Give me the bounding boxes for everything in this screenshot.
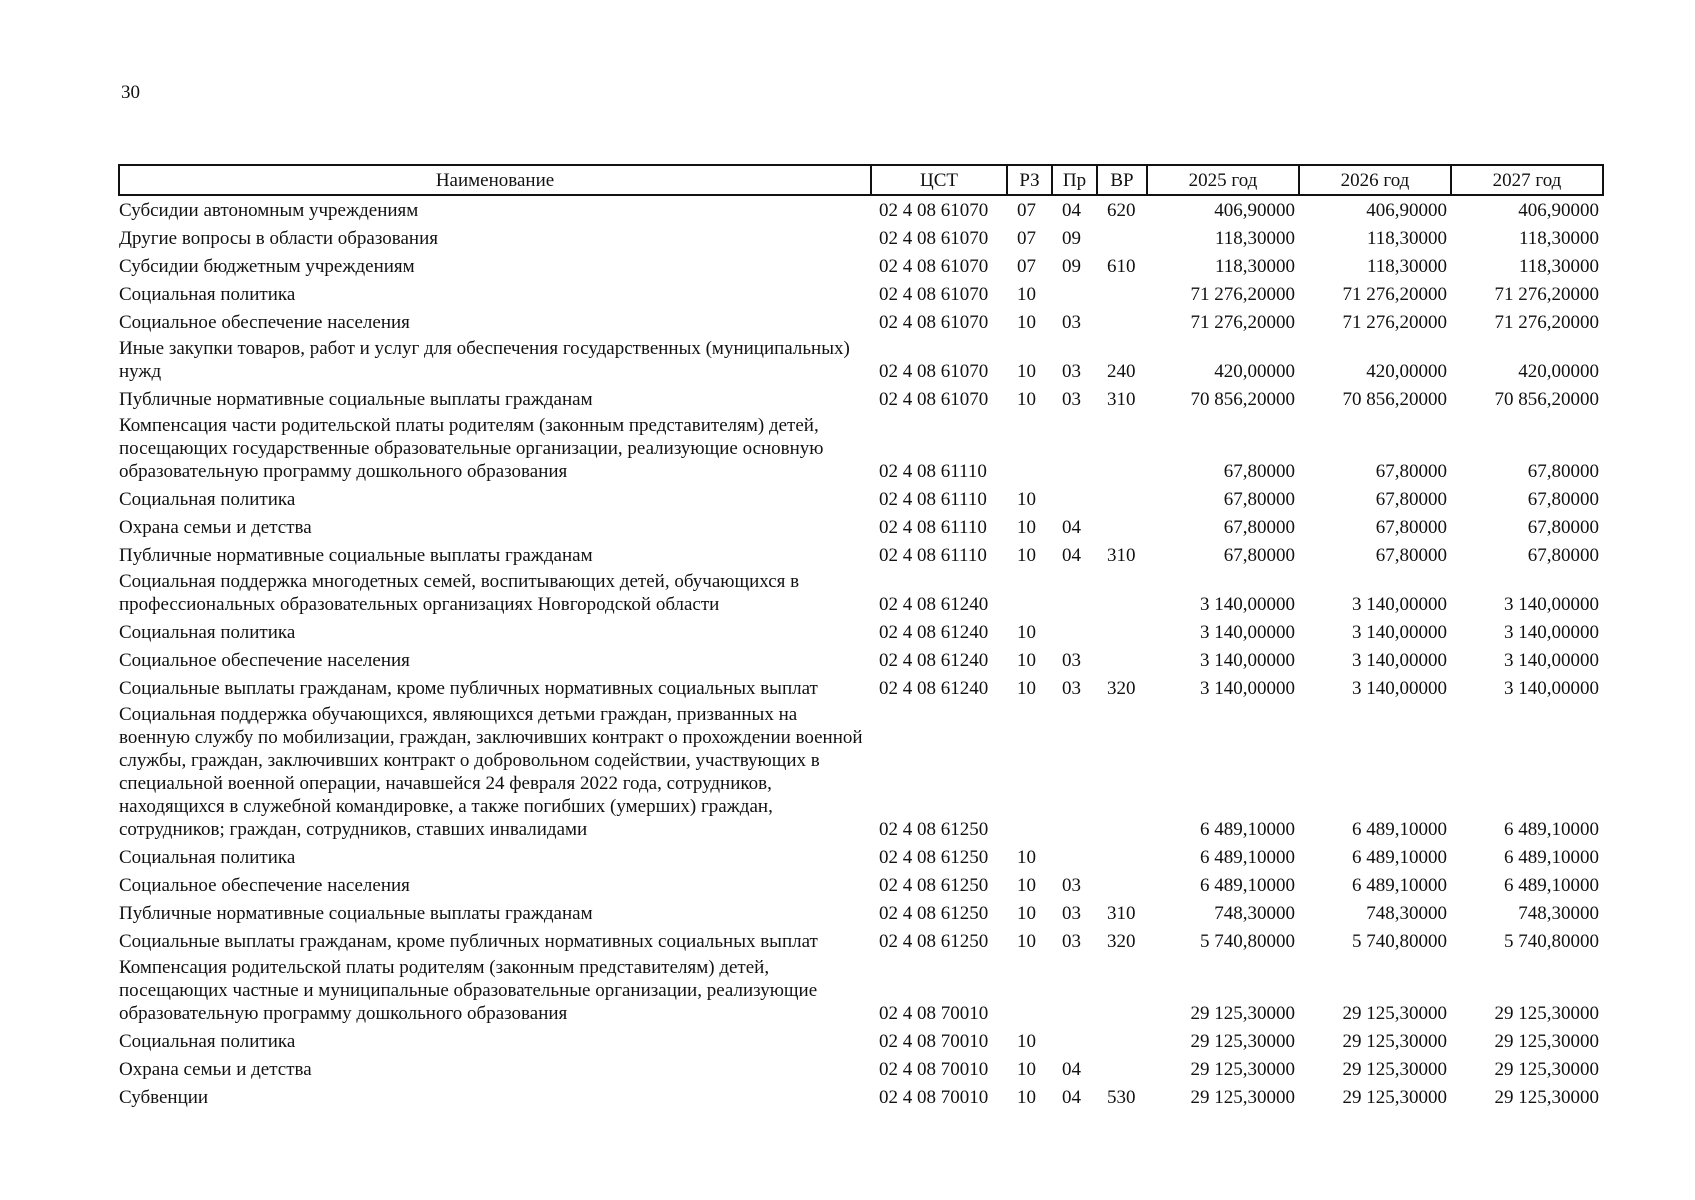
table-row xyxy=(119,1083,1603,1111)
cell-rz: 10 xyxy=(1017,875,1036,896)
cell-name: Публичные нормативные социальные выплаты гражданам xyxy=(119,389,593,410)
cell-2025: 748,30000 xyxy=(1214,903,1295,924)
cell-rz xyxy=(1007,569,1052,618)
cell-name: Публичные нормативные социальные выплаты гражданам xyxy=(119,903,593,924)
cell-2025: 406,90000 xyxy=(1214,200,1295,221)
cell-cst: 02 4 08 61110 xyxy=(879,489,987,510)
table-row xyxy=(119,513,1603,541)
cell-cst: 02 4 08 61070 xyxy=(879,284,989,305)
cell-2026: 3 140,00000 xyxy=(1352,594,1447,615)
table-body xyxy=(119,195,1603,1111)
cell-cst: 02 4 08 61250 xyxy=(879,847,989,868)
table-row xyxy=(119,541,1603,569)
cell-vr: 530 xyxy=(1107,1087,1136,1108)
cell-2025: 3 140,00000 xyxy=(1200,678,1295,699)
cell-name: Публичные нормативные социальные выплаты гражданам xyxy=(119,545,593,566)
cell-2025: 3 140,00000 xyxy=(1200,650,1295,671)
cell-2025: 5 740,80000 xyxy=(1200,931,1295,952)
table-row xyxy=(119,485,1603,513)
cell-2026: 29 125,30000 xyxy=(1342,1031,1447,1052)
cell-cst: 02 4 08 61070 xyxy=(879,361,989,382)
cell-pr xyxy=(1052,569,1097,618)
cell-2027: 29 125,30000 xyxy=(1494,1003,1599,1024)
cell-2027: 748,30000 xyxy=(1518,903,1599,924)
cell-name: Охрана семьи и детства xyxy=(119,517,312,538)
table-row xyxy=(119,955,1603,1027)
cell-name: Субсидии автономным учреждениям xyxy=(119,200,419,221)
cell-pr: 03 xyxy=(1062,875,1081,896)
cell-rz: 10 xyxy=(1017,1059,1036,1080)
cell-2027: 118,30000 xyxy=(1518,228,1599,249)
cell-pr xyxy=(1052,1027,1097,1055)
cell-rz: 10 xyxy=(1017,847,1036,868)
cell-vr xyxy=(1097,702,1147,843)
cell-2026: 420,00000 xyxy=(1366,361,1447,382)
cell-2025: 3 140,00000 xyxy=(1200,594,1295,615)
cell-2025: 29 125,30000 xyxy=(1190,1087,1295,1108)
cell-vr: 320 xyxy=(1107,931,1136,952)
cell-cst: 02 4 08 61250 xyxy=(879,903,989,924)
cell-2025: 67,80000 xyxy=(1223,489,1295,510)
cell-pr xyxy=(1052,485,1097,513)
cell-2027: 6 489,10000 xyxy=(1504,847,1599,868)
cell-2026: 6 489,10000 xyxy=(1352,819,1447,840)
cell-2026: 3 140,00000 xyxy=(1352,678,1447,699)
cell-cst: 02 4 08 61240 xyxy=(879,650,989,671)
cell-vr: 320 xyxy=(1107,678,1136,699)
cell-vr xyxy=(1097,280,1147,308)
table-row xyxy=(119,308,1603,336)
cell-cst: 02 4 08 61240 xyxy=(879,594,989,615)
cell-vr xyxy=(1097,955,1147,1027)
cell-rz: 10 xyxy=(1017,678,1036,699)
cell-vr: 310 xyxy=(1107,903,1136,924)
cell-vr xyxy=(1097,485,1147,513)
cell-2025: 29 125,30000 xyxy=(1190,1059,1295,1080)
cell-2026: 67,80000 xyxy=(1375,489,1447,510)
cell-2026: 70 856,20000 xyxy=(1342,389,1447,410)
cell-rz xyxy=(1007,413,1052,485)
cell-2027: 29 125,30000 xyxy=(1494,1059,1599,1080)
cell-2027: 6 489,10000 xyxy=(1504,875,1599,896)
cell-2027: 67,80000 xyxy=(1527,545,1599,566)
cell-vr xyxy=(1097,1027,1147,1055)
cell-name: Социальное обеспечение населения xyxy=(119,312,410,333)
cell-name: Социальные выплаты гражданам, кроме публичных нормативных социальных выплат xyxy=(119,678,818,699)
cell-rz: 10 xyxy=(1017,489,1036,510)
cell-2027: 29 125,30000 xyxy=(1494,1031,1599,1052)
cell-2025: 118,30000 xyxy=(1214,228,1295,249)
cell-name: Социальная политика xyxy=(119,1031,296,1052)
table-row xyxy=(119,702,1603,843)
header-pr: Пр xyxy=(1052,165,1097,195)
cell-vr xyxy=(1097,618,1147,646)
table-row xyxy=(119,1027,1603,1055)
page-number: 30 xyxy=(121,82,140,103)
cell-2025: 420,00000 xyxy=(1214,361,1295,382)
cell-2025: 67,80000 xyxy=(1223,461,1295,482)
budget-table xyxy=(118,164,1604,1111)
cell-rz: 10 xyxy=(1017,361,1036,382)
cell-rz: 10 xyxy=(1017,312,1036,333)
cell-2025: 29 125,30000 xyxy=(1190,1003,1295,1024)
cell-2026: 71 276,20000 xyxy=(1342,312,1447,333)
cell-pr: 03 xyxy=(1062,361,1081,382)
cell-pr xyxy=(1052,843,1097,871)
cell-2026: 67,80000 xyxy=(1375,517,1447,538)
header-name: Наименование xyxy=(119,165,871,195)
table-row xyxy=(119,899,1603,927)
cell-rz: 10 xyxy=(1017,650,1036,671)
cell-name: Иные закупки товаров, работ и услуг для обеспечения государственных (муниципальных) нужд xyxy=(119,338,850,382)
table-row xyxy=(119,195,1603,224)
cell-pr: 04 xyxy=(1062,1059,1081,1080)
cell-cst: 02 4 08 61240 xyxy=(879,678,989,699)
cell-cst: 02 4 08 61250 xyxy=(879,819,989,840)
cell-pr: 04 xyxy=(1062,1087,1081,1108)
cell-vr: 310 xyxy=(1107,545,1136,566)
cell-cst: 02 4 08 61110 xyxy=(879,517,987,538)
cell-2026: 118,30000 xyxy=(1366,228,1447,249)
cell-cst: 02 4 08 61250 xyxy=(879,931,989,952)
cell-rz: 10 xyxy=(1017,1031,1036,1052)
cell-name: Социальное обеспечение населения xyxy=(119,875,410,896)
cell-2027: 67,80000 xyxy=(1527,489,1599,510)
cell-vr xyxy=(1097,224,1147,252)
cell-cst: 02 4 08 70010 xyxy=(879,1087,989,1108)
cell-name: Социальная поддержка многодетных семей, воспитывающих детей, обучающихся в профессиональных образовательных организациях Новгородской области xyxy=(119,571,800,615)
cell-rz: 07 xyxy=(1017,200,1036,221)
cell-2025: 6 489,10000 xyxy=(1200,847,1295,868)
table-row xyxy=(119,843,1603,871)
cell-cst: 02 4 08 70010 xyxy=(879,1003,989,1024)
cell-name: Компенсация родительской платы родителям (законным представителям) детей, посещающих частные и муниципальные образовательные организации, реализующие образовательную программу дошкольного образования xyxy=(119,957,818,1024)
cell-2027: 71 276,20000 xyxy=(1494,284,1599,305)
cell-2027: 6 489,10000 xyxy=(1504,819,1599,840)
cell-2027: 5 740,80000 xyxy=(1504,931,1599,952)
cell-2025: 3 140,00000 xyxy=(1200,622,1295,643)
table-row xyxy=(119,871,1603,899)
cell-2027: 71 276,20000 xyxy=(1494,312,1599,333)
cell-pr: 03 xyxy=(1062,678,1081,699)
table-header-row xyxy=(119,165,1603,195)
cell-2026: 118,30000 xyxy=(1366,256,1447,277)
cell-name: Другие вопросы в области образования xyxy=(119,228,438,249)
cell-cst: 02 4 08 61110 xyxy=(879,545,987,566)
cell-cst: 02 4 08 61250 xyxy=(879,875,989,896)
cell-rz xyxy=(1007,702,1052,843)
cell-vr: 240 xyxy=(1107,361,1136,382)
cell-name: Социальное обеспечение населения xyxy=(119,650,410,671)
cell-2027: 67,80000 xyxy=(1527,461,1599,482)
cell-2027: 3 140,00000 xyxy=(1504,594,1599,615)
table-row xyxy=(119,385,1603,413)
cell-cst: 02 4 08 61240 xyxy=(879,622,989,643)
cell-2025: 67,80000 xyxy=(1223,517,1295,538)
cell-2027: 67,80000 xyxy=(1527,517,1599,538)
cell-vr: 310 xyxy=(1107,389,1136,410)
cell-2025: 6 489,10000 xyxy=(1200,819,1295,840)
header-2027: 2027 год xyxy=(1451,165,1603,195)
cell-2027: 406,90000 xyxy=(1518,200,1599,221)
cell-pr xyxy=(1052,618,1097,646)
cell-2026: 71 276,20000 xyxy=(1342,284,1447,305)
cell-2026: 6 489,10000 xyxy=(1352,847,1447,868)
cell-2025: 71 276,20000 xyxy=(1190,284,1295,305)
cell-2026: 406,90000 xyxy=(1366,200,1447,221)
cell-name: Социальные выплаты гражданам, кроме публичных нормативных социальных выплат xyxy=(119,931,818,952)
table-row xyxy=(119,280,1603,308)
cell-name: Социальная политика xyxy=(119,489,296,510)
cell-pr: 03 xyxy=(1062,931,1081,952)
cell-vr xyxy=(1097,843,1147,871)
cell-vr xyxy=(1097,308,1147,336)
cell-pr: 03 xyxy=(1062,389,1081,410)
cell-name: Субсидии бюджетным учреждениям xyxy=(119,256,415,277)
cell-vr xyxy=(1097,646,1147,674)
table-row xyxy=(119,646,1603,674)
cell-pr xyxy=(1052,955,1097,1027)
cell-pr: 04 xyxy=(1062,517,1081,538)
cell-name: Социальная поддержка обучающихся, являющихся детьми граждан, призванных на военную службу по мобилизации, граждан, заключивших контракт о прохождении военной службы, граждан, заключивших контракт о добровольном содействии, участвующих в специальной военной операции, начавшейся 24 февраля 2022 года, сотрудников, находящихся в служебной командировке, а также погибших (умерших) граждан, сотрудников; граждан, сотрудников, ставших инвалидами xyxy=(119,704,863,840)
cell-rz: 10 xyxy=(1017,931,1036,952)
cell-pr: 04 xyxy=(1062,200,1081,221)
cell-2027: 29 125,30000 xyxy=(1494,1087,1599,1108)
cell-2025: 70 856,20000 xyxy=(1190,389,1295,410)
table-row xyxy=(119,927,1603,955)
cell-rz: 10 xyxy=(1017,622,1036,643)
cell-vr xyxy=(1097,513,1147,541)
cell-2025: 6 489,10000 xyxy=(1200,875,1295,896)
cell-pr xyxy=(1052,413,1097,485)
table-row xyxy=(119,618,1603,646)
table-row xyxy=(119,1055,1603,1083)
cell-2026: 3 140,00000 xyxy=(1352,650,1447,671)
cell-vr xyxy=(1097,871,1147,899)
table-row xyxy=(119,336,1603,385)
cell-pr: 04 xyxy=(1062,545,1081,566)
cell-2027: 70 856,20000 xyxy=(1494,389,1599,410)
table-row xyxy=(119,224,1603,252)
cell-2026: 6 489,10000 xyxy=(1352,875,1447,896)
cell-vr xyxy=(1097,569,1147,618)
cell-pr: 03 xyxy=(1062,650,1081,671)
cell-2026: 748,30000 xyxy=(1366,903,1447,924)
cell-2026: 67,80000 xyxy=(1375,545,1447,566)
cell-pr xyxy=(1052,280,1097,308)
cell-rz: 10 xyxy=(1017,284,1036,305)
header-2026: 2026 год xyxy=(1299,165,1451,195)
cell-name: Субвенции xyxy=(119,1087,209,1108)
cell-rz: 10 xyxy=(1017,545,1036,566)
header-2025: 2025 год xyxy=(1147,165,1299,195)
cell-2026: 29 125,30000 xyxy=(1342,1059,1447,1080)
cell-rz xyxy=(1007,955,1052,1027)
cell-2025: 118,30000 xyxy=(1214,256,1295,277)
cell-vr xyxy=(1097,1055,1147,1083)
cell-cst: 02 4 08 70010 xyxy=(879,1031,989,1052)
cell-name: Компенсация части родительской платы родителям (законным представителям) детей, посещающих государственные образовательные организации, реализующие основную образовательную программу дошкольного образования xyxy=(119,415,824,482)
cell-2025: 29 125,30000 xyxy=(1190,1031,1295,1052)
cell-name: Социальная политика xyxy=(119,847,296,868)
cell-pr: 03 xyxy=(1062,312,1081,333)
table-row xyxy=(119,569,1603,618)
cell-name: Социальная политика xyxy=(119,622,296,643)
cell-vr: 620 xyxy=(1107,200,1136,221)
header-rz: РЗ xyxy=(1007,165,1052,195)
cell-cst: 02 4 08 70010 xyxy=(879,1059,989,1080)
cell-cst: 02 4 08 61110 xyxy=(879,461,987,482)
cell-2027: 118,30000 xyxy=(1518,256,1599,277)
cell-2027: 3 140,00000 xyxy=(1504,678,1599,699)
table-row xyxy=(119,413,1603,485)
header-vr: ВР xyxy=(1097,165,1147,195)
cell-2026: 5 740,80000 xyxy=(1352,931,1447,952)
cell-vr: 610 xyxy=(1107,256,1136,277)
cell-2025: 67,80000 xyxy=(1223,545,1295,566)
cell-cst: 02 4 08 61070 xyxy=(879,389,989,410)
cell-cst: 02 4 08 61070 xyxy=(879,256,989,277)
cell-pr: 09 xyxy=(1062,256,1081,277)
cell-pr: 09 xyxy=(1062,228,1081,249)
header-cst: ЦСТ xyxy=(871,165,1007,195)
cell-rz: 10 xyxy=(1017,1087,1036,1108)
cell-2026: 29 125,30000 xyxy=(1342,1087,1447,1108)
cell-cst: 02 4 08 61070 xyxy=(879,228,989,249)
table-row xyxy=(119,252,1603,280)
cell-pr xyxy=(1052,702,1097,843)
cell-2026: 3 140,00000 xyxy=(1352,622,1447,643)
cell-name: Социальная политика xyxy=(119,284,296,305)
cell-rz: 10 xyxy=(1017,517,1036,538)
cell-2027: 3 140,00000 xyxy=(1504,622,1599,643)
cell-name: Охрана семьи и детства xyxy=(119,1059,312,1080)
cell-rz: 07 xyxy=(1017,256,1036,277)
cell-2027: 420,00000 xyxy=(1518,361,1599,382)
cell-rz: 10 xyxy=(1017,903,1036,924)
cell-2025: 71 276,20000 xyxy=(1190,312,1295,333)
cell-cst: 02 4 08 61070 xyxy=(879,312,989,333)
table-row xyxy=(119,674,1603,702)
cell-rz: 10 xyxy=(1017,389,1036,410)
cell-cst: 02 4 08 61070 xyxy=(879,200,989,221)
cell-2026: 29 125,30000 xyxy=(1342,1003,1447,1024)
cell-2027: 3 140,00000 xyxy=(1504,650,1599,671)
cell-2026: 67,80000 xyxy=(1375,461,1447,482)
cell-pr: 03 xyxy=(1062,903,1081,924)
cell-vr xyxy=(1097,413,1147,485)
cell-rz: 07 xyxy=(1017,228,1036,249)
